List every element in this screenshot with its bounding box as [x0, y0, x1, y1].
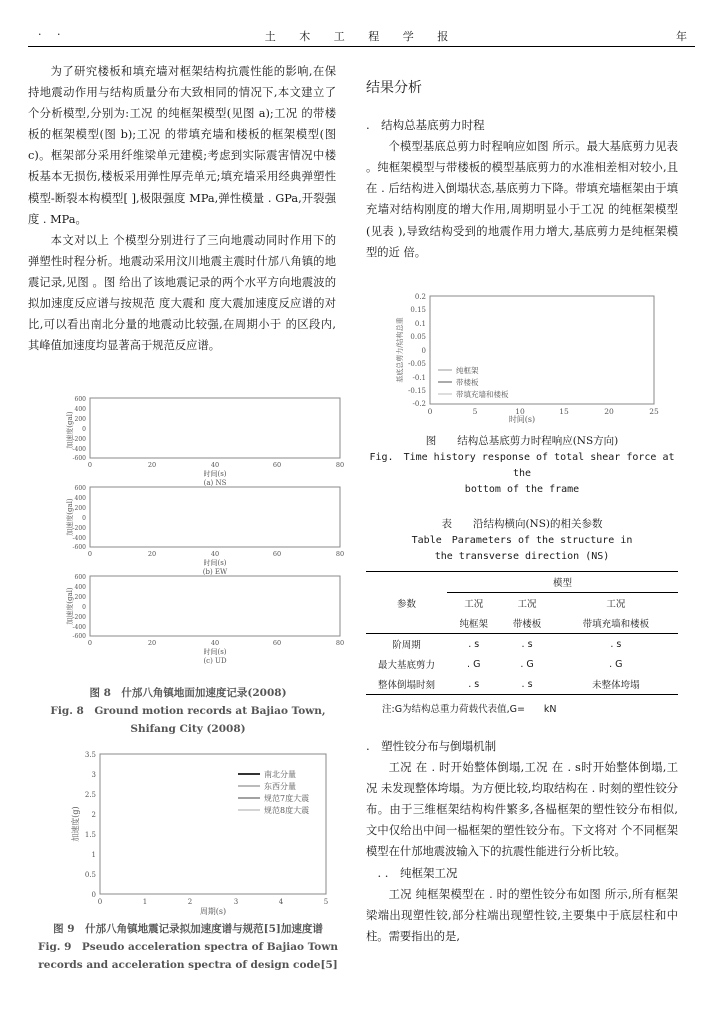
xtick: 15: [559, 407, 569, 416]
figure-9-caption-en-1: Fig. 9 Pseudo acceleration spectra of Bajiao Town: [38, 941, 338, 953]
ytick: -200: [72, 614, 86, 621]
figure-9-xticks: [98, 898, 328, 906]
xtick: 40: [210, 461, 220, 469]
table-parameters: [366, 516, 678, 726]
xtick: 60: [272, 461, 282, 469]
figure-9-legend: [238, 769, 309, 815]
figure-8: [28, 390, 348, 735]
ytick: -600: [72, 544, 86, 551]
journal-year: 年: [676, 30, 687, 43]
cell: . s: [468, 638, 480, 650]
xtick: 0: [427, 407, 433, 416]
figure-8-caption-cn: 图 8 什邡八角镇地面加速度记录(2008): [89, 687, 287, 699]
xtick: 10: [515, 407, 525, 416]
legend-label-ns: 南北分量: [264, 770, 296, 779]
panel-ew-label: (b) EW: [202, 568, 228, 576]
figure-8-caption-en-1: Fig. 8 Ground motion records at Bajiao Town,: [50, 705, 326, 717]
table-caption-cn: 表 沿结构横向(NS)的相关参数: [441, 518, 603, 530]
xtick: 0: [87, 461, 93, 469]
xtick: 0: [97, 898, 103, 906]
ytick: 600: [74, 574, 86, 581]
figure-9-ylabel: 加速度(g): [71, 806, 80, 842]
panel-ud-yticks: [73, 574, 87, 640]
figure-8-caption-en-2: Shifang City (2008): [130, 723, 246, 735]
panel-ew-yticks: [73, 485, 87, 551]
ytick: 600: [74, 485, 86, 492]
page-marker: · ·: [38, 28, 67, 41]
table-caption-en-1: Table Parameters of the structure in: [411, 535, 633, 546]
panel-ew-frame: [90, 487, 340, 547]
paragraph-pure-frame: 工况 纯框架模型在 . 时的塑性铰分布如图 所示,所有框架梁端出现塑性铰,部分柱端出现塑性铰,主要集中于底层柱和中柱。需要指出的是,: [366, 887, 678, 943]
ytick: 0: [82, 426, 86, 433]
ytick: 200: [74, 594, 86, 601]
ytick: -200: [72, 525, 86, 532]
legend-label-code8: 规范8度大震: [264, 806, 310, 815]
figure-9-caption-cn: 图 9 什邡八角镇地震记录拟加速度谱与规范[5]加速度谱: [53, 923, 323, 935]
panel-ns-ylabel: 加速度(gal): [66, 411, 74, 449]
ytick: -400: [72, 446, 86, 453]
ytick: -0.1: [412, 374, 426, 382]
panel-ud-xticks: [88, 639, 344, 647]
paragraph-analysis: 本文对以上 个模型分别进行了三向地震动同时作用下的弹塑性时程分析。地震动采用汶川地震主震时什邡八角镇的地震记录,见图 。图 给出了该地震记录的两个水平方向地震波的拟加速度反应谱与按规范 度大震和 度大震加速度反应谱的对比,可以看出南北分量的地震动比较强,在周期小于 的区段内,其峰值加速度均显著高于规范反应谱。: [28, 233, 336, 353]
ytick: -600: [72, 633, 86, 640]
panel-ud-frame: [90, 576, 340, 636]
ytick: 0.1: [414, 320, 426, 328]
legend-label-frame: 纯框架: [456, 366, 479, 375]
shear-legend: [438, 365, 509, 399]
figure-9-yticks: [85, 751, 96, 899]
param-header: 参数: [397, 598, 417, 610]
table-note: 注:G为结构总重力荷载代表值,G= kN: [382, 704, 557, 715]
panel-ns-xticks: [88, 461, 344, 469]
ytick: 3.5: [84, 751, 96, 759]
subsection-title-base-shear: . 结构总基底剪力时程: [366, 118, 485, 133]
ytick: 0: [421, 347, 426, 355]
panel-ns-yticks: [73, 396, 87, 462]
figure-9: [28, 748, 348, 988]
group-header: 模型: [447, 572, 678, 593]
table-row: [366, 654, 678, 674]
ytick: 0.5: [84, 871, 96, 879]
ytick: 0.15: [410, 306, 426, 314]
cell: . s: [468, 678, 480, 690]
right-column-text-2: [366, 736, 678, 947]
figure-9-xlabel: 周期(s): [199, 907, 227, 916]
legend-label-slab: 带楼板: [456, 378, 479, 387]
xtick: 80: [335, 461, 345, 469]
figure-shear-caption-cn: 图 结构总基底剪力时程响应(NS方向): [425, 435, 619, 447]
paragraph-hinges: 工况 在 . 时开始整体倒塌,工况 在 . s时开始整体倒塌,工况 未发现整体垮塌。为方便比较,均取结构在 . 时刻的塑性铰分布。由于三维框架结构构件繁多,各榀框架的塑性铰分布相似,文中仅给出中间一榀框架的塑性铰分布。下文将对 个不同框架模型在什邡地震波输入下的抗震性能进行分析比较。: [366, 761, 678, 859]
xtick: 25: [649, 407, 659, 416]
section-title-results: 结果分析: [366, 80, 422, 96]
panel-ew-xlabel: 时间(s): [203, 559, 227, 567]
xtick: 0: [87, 550, 93, 558]
running-header: [28, 28, 695, 46]
row-label: 整体倒塌时刻: [378, 680, 436, 691]
paragraph-models: 为了研究楼板和填充墙对框架结构抗震性能的影响,在保持地震动作用与结构质量分布大致相同的情况下,本文建立了 个分析模型,分别为:工况 的纯框架模型(见图 a);工况 的带楼板的框架模型(图 b);工况 的带填充墙和楼板的框架模型(图 c)。框架部分采用纤维梁单元建模;考虑到实际震害情况中楼板基本无损伤,楼板采用弹性厚壳单元;填充墙采用经典弹塑性模型-断裂本构模型[ ],极限强度 MPa,弹性模量 . GPa,开裂强度 . MPa。: [28, 65, 336, 226]
panel-ud-xlabel: 时间(s): [203, 648, 227, 656]
xtick: 40: [210, 639, 220, 647]
paragraph-base-shear: 个模型基底总剪力时程响应如图 所示。最大基底剪力见表 。纯框架模型与带楼板的模型基底剪力的水准相差相对较小,且在 . 后结构进入倒塌状态,基底剪力下降。带填充墙框架由于填充墙对结构刚度的增大作用,周期明显小于工况 的纯框架模型(见表 ),导致结构受到的地震作用力增大,基底剪力是纯框架模型的近 倍。: [366, 140, 678, 259]
ytick: 200: [74, 416, 86, 423]
parameters-table: [366, 571, 678, 695]
cell: . G: [520, 658, 534, 670]
panel-ud: [65, 574, 344, 665]
figure-base-shear: [366, 292, 678, 495]
ytick: 400: [74, 495, 86, 502]
ytick: 0: [82, 604, 86, 611]
ytick: -0.2: [412, 400, 426, 408]
panel-ew-ylabel: 加速度(gal): [66, 498, 74, 536]
xtick: 20: [604, 407, 614, 416]
xtick: 5: [323, 898, 329, 906]
subsection-title-hinges: . 塑性铰分布与倒塌机制: [366, 739, 497, 753]
shear-frame: [430, 296, 654, 404]
ytick: -200: [72, 436, 86, 443]
right-column-text: [366, 78, 678, 263]
model-header: 带填充墙和楼板: [582, 619, 650, 630]
ytick: 2: [91, 811, 96, 819]
cell: . G: [467, 658, 481, 670]
ytick: 1: [91, 851, 96, 859]
xtick: 5: [472, 407, 478, 416]
ytick: 0.05: [410, 333, 426, 341]
cell: . s: [521, 638, 533, 650]
cell: . s: [610, 638, 622, 650]
ytick: -400: [72, 624, 86, 631]
xtick: 2: [187, 898, 193, 906]
xtick: 80: [335, 639, 345, 647]
panel-ns-frame: [90, 398, 340, 458]
shear-yticks: [408, 293, 426, 408]
shear-xlabel: 时间(s): [508, 415, 536, 424]
shear-xticks: [428, 407, 659, 416]
figure-9-caption-en-2: records and acceleration spectra of design code[5]: [38, 959, 338, 971]
case-header: 工况: [606, 599, 626, 610]
panel-ns-xlabel: 时间(s): [203, 470, 227, 478]
figure-shear-caption-en-2: bottom of the frame: [464, 484, 580, 495]
left-column-text: [28, 61, 336, 356]
xtick: 60: [272, 639, 282, 647]
legend-label-ew: 东西分量: [264, 782, 296, 791]
figure-shear-caption-en-1: Fig. Time history response of total shear force at the: [369, 452, 675, 479]
cell: . s: [521, 678, 533, 690]
xtick: 1: [142, 898, 148, 906]
cell: 未整体垮塌: [592, 680, 640, 691]
panel-ew-xticks: [88, 550, 344, 558]
ytick: 2.5: [84, 791, 96, 799]
xtick: 4: [278, 898, 284, 906]
xtick: 20: [147, 461, 157, 469]
panel-ew: [65, 485, 344, 576]
xtick: 3: [233, 898, 239, 906]
legend-label-infill: 带填充墙和楼板: [456, 390, 509, 399]
table-row: [366, 634, 678, 655]
row-label: 阶周期: [392, 640, 421, 651]
ytick: 0: [91, 891, 96, 899]
figure-base-shear-plot: [366, 292, 678, 422]
cell: . G: [609, 658, 623, 670]
xtick: 60: [272, 550, 282, 558]
table-caption-en-2: the transverse direction (NS): [434, 551, 610, 562]
ytick: 200: [74, 505, 86, 512]
panel-ud-ylabel: 加速度(gal): [66, 587, 74, 625]
shear-ylabel: 基底总剪力/结构总重: [396, 317, 404, 383]
table-row: [366, 674, 678, 695]
ytick: -0.15: [408, 387, 426, 395]
case-header: 工况: [464, 599, 484, 610]
case-header: 工况: [517, 599, 537, 610]
model-header: 纯框架: [459, 619, 488, 630]
ytick: 0.2: [414, 293, 426, 301]
ytick: 600: [74, 396, 86, 403]
model-header: 带楼板: [512, 619, 542, 630]
legend-label-code7: 规范7度大震: [264, 794, 310, 803]
ytick: 3: [91, 771, 96, 779]
ytick: -0.05: [408, 360, 426, 368]
ytick: -400: [72, 535, 86, 542]
figure-8-plots: [28, 390, 348, 680]
subsection-title-pure-frame: . . 纯框架工况: [377, 865, 458, 880]
row-label: 最大基底剪力: [378, 660, 436, 671]
figure-9-plot: [28, 748, 348, 916]
panel-ns-label: (a) NS: [203, 479, 227, 487]
ytick: -600: [72, 455, 86, 462]
panel-ns: [65, 396, 344, 487]
ytick: 0: [82, 515, 86, 522]
journal-title: 土 木 工 程 学 报: [264, 30, 459, 43]
xtick: 80: [335, 550, 345, 558]
ytick: 400: [74, 584, 86, 591]
xtick: 0: [87, 639, 93, 647]
panel-ud-label: (c) UD: [203, 657, 227, 665]
xtick: 20: [147, 639, 157, 647]
xtick: 40: [210, 550, 220, 558]
header-rule: [28, 46, 695, 47]
ytick: 1.5: [84, 831, 96, 839]
ytick: 400: [74, 406, 86, 413]
xtick: 20: [147, 550, 157, 558]
